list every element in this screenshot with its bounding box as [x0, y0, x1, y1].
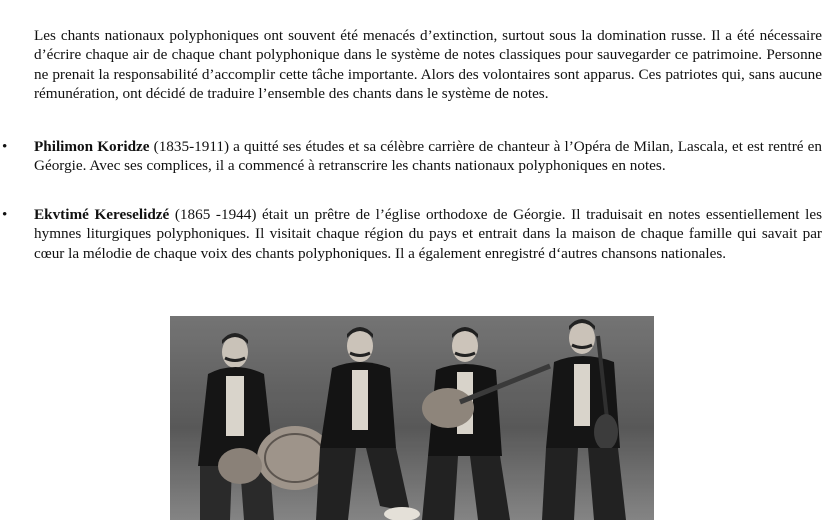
bullet-text: [34, 205, 822, 263]
bullet-marker: •: [2, 138, 8, 155]
musicians-photo: [170, 316, 654, 520]
bullet-marker: •: [2, 206, 8, 223]
person-name: Ekvtimé Kereselidzé: [34, 206, 170, 223]
intro-paragraph: Les chants nationaux polyphoniques ont souvent été menacés d’extinction, surtout sous la domination russe. Il a été nécessaire d’écrire chaque air de chaque chant polyphonique dans le système de notes classiques pour sauvegarder ce patrimoine. Personne ne prenait la responsabilité d’accomplir cette tâche importante. Alors des volontaires sont apparus. Ces patriotes qui, sans aucune rémunération, ont décidé de traduire l’ensemble des chants dans le système de notes.: [34, 27, 822, 102]
bullet-text: [34, 137, 822, 176]
person-description: (1835-1911) a quitté ses études et sa célèbre carrière de chanteur à l’Opéra de Milan, Lascala, et est rentré en Géorgie. Avec ses complices, il a commencé à retranscrire les chants nationaux polyphoniques en notes.: [34, 138, 822, 175]
person-name: Philimon Koridze: [34, 138, 150, 155]
person-description: (1865 -1944) était un prêtre de l’église orthodoxe de Géorgie. Il traduisait en notes essentiellement les hymnes liturgiques polyphoniques. Il visitait chaque région du pays et entrait dans la maison de chaque famille qui savait par cœur la mélodie de chaque voix des chants polyphoniques. Il a également enregistré d‘autres chansons nationales.: [34, 206, 822, 262]
